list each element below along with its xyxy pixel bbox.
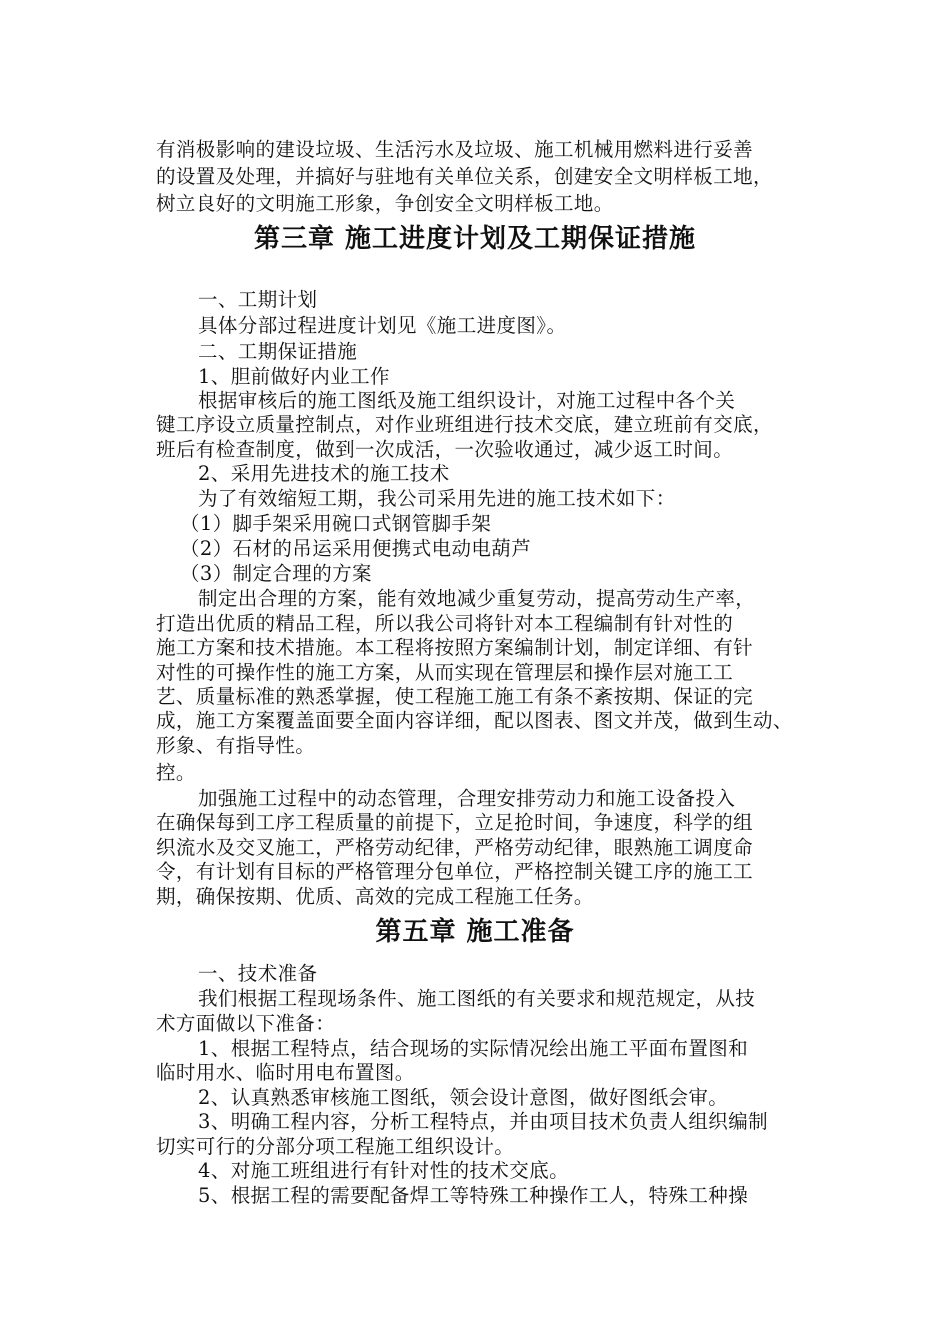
tech-list-item-2: （2）石材的吊运采用便携式电动电葫芦 — [180, 537, 532, 560]
plan-para-line-2: 打造出优质的精品工程，所以我公司将针对本工程编制有针对性的 — [156, 612, 734, 635]
prep-item-4: 4、对施工班组进行有针对性的技术交底。 — [198, 1159, 570, 1182]
orphan-fragment: 控。 — [156, 761, 196, 784]
plan-para-line-6: 成，施工方案覆盖面要全面内容详细，配以图表、图文并茂，做到生动、 — [156, 709, 793, 732]
intro-line-1: 有消极影响的建设垃圾、生活污水及垃圾、施工机械用燃料进行妥善 — [156, 138, 754, 161]
intro-line-3: 树立良好的文明施工形象，争创安全文明样板工地。 — [156, 192, 614, 215]
section-schedule-plan: 一、工期计划 — [198, 288, 318, 311]
plan-para-line-5: 艺、质量标准的熟悉掌握，使工程施工施工有条不紊按期、保证的完 — [156, 685, 754, 708]
measure-1-line-2: 键工序设立质量控制点，对作业班组进行技术交底，建立班前有交底， — [156, 413, 773, 436]
measure-1-line-1: 根据审核后的施工图纸及施工组织设计，对施工过程中各个关 — [198, 389, 736, 412]
dynamic-mgmt-line-3: 织流水及交叉施工，严格劳动纪律，严格劳动纪律，眼熟施工调度命 — [156, 836, 754, 859]
prep-item-3-line-1: 3、明确工程内容，分析工程特点，并由项目技术负责人组织编制 — [198, 1110, 769, 1133]
plan-para-line-1: 制定出合理的方案，能有效地减少重复劳动，提高劳动生产率， — [198, 587, 756, 610]
measure-2-title: 2、采用先进技术的施工技术 — [198, 462, 450, 485]
prep-item-1-line-1: 1、根据工程特点，结合现场的实际情况绘出施工平面布置图和 — [198, 1037, 749, 1060]
chapter-3-title: 第三章 施工进度计划及工期保证措施 — [253, 224, 697, 254]
chapter-5-title: 第五章 施工准备 — [375, 917, 575, 947]
tech-prep-intro-line-2: 术方面做以下准备： — [156, 1012, 336, 1035]
tech-prep-intro-line-1: 我们根据工程现场条件、施工图纸的有关要求和规范规定，从技 — [198, 987, 756, 1010]
section-schedule-measures: 二、工期保证措施 — [198, 340, 358, 363]
dynamic-mgmt-line-1: 加强施工过程中的动态管理，合理安排劳动力和施工设备投入 — [198, 787, 736, 810]
dynamic-mgmt-line-5: 期，确保按期、优质、高效的完成工程施工任务。 — [156, 885, 594, 908]
intro-line-2: 的设置及处理，并搞好与驻地有关单位关系，创建安全文明样板工地， — [156, 165, 773, 188]
prep-item-1-line-2: 临时用水、临时用电布置图。 — [156, 1061, 415, 1084]
plan-para-line-3: 施工方案和技术措施。本工程将按照方案编制计划，制定详细、有针 — [156, 636, 754, 659]
dynamic-mgmt-line-4: 令，有计划有目标的严格管理分包单位，严格控制关键工序的施工工 — [156, 860, 754, 883]
dynamic-mgmt-line-2: 在确保每到工序工程质量的前提下，立足抢时间，争速度，科学的组 — [156, 811, 754, 834]
tech-list-item-3: （3）制定合理的方案 — [180, 562, 372, 585]
plan-para-line-4: 对性的可操作性的施工方案，从而实现在管理层和操作层对施工工 — [156, 661, 734, 684]
prep-item-2: 2、认真熟悉审核施工图纸，领会设计意图，做好图纸会审。 — [198, 1086, 729, 1109]
plan-para-line-7: 形象、有指导性。 — [156, 734, 316, 757]
prep-item-3-line-2: 切实可行的分部分项工程施工组织设计。 — [156, 1135, 515, 1158]
schedule-plan-text: 具体分部过程进度计划见《施工进度图》。 — [198, 314, 567, 337]
measure-1-line-3: 班后有检查制度，做到一次成活，一次验收通过，减少返工时间。 — [156, 438, 734, 461]
measure-2-intro: 为了有效缩短工期，我公司采用先进的施工技术如下： — [198, 487, 676, 510]
prep-item-5: 5、根据工程的需要配备焊工等特殊工种操作工人，特殊工种操 — [198, 1184, 749, 1207]
section-tech-prep: 一、技术准备 — [198, 962, 318, 985]
measure-1-title: 1、胆前做好内业工作 — [198, 365, 390, 388]
tech-list-item-1: （1）脚手架采用碗口式钢管脚手架 — [180, 512, 492, 535]
